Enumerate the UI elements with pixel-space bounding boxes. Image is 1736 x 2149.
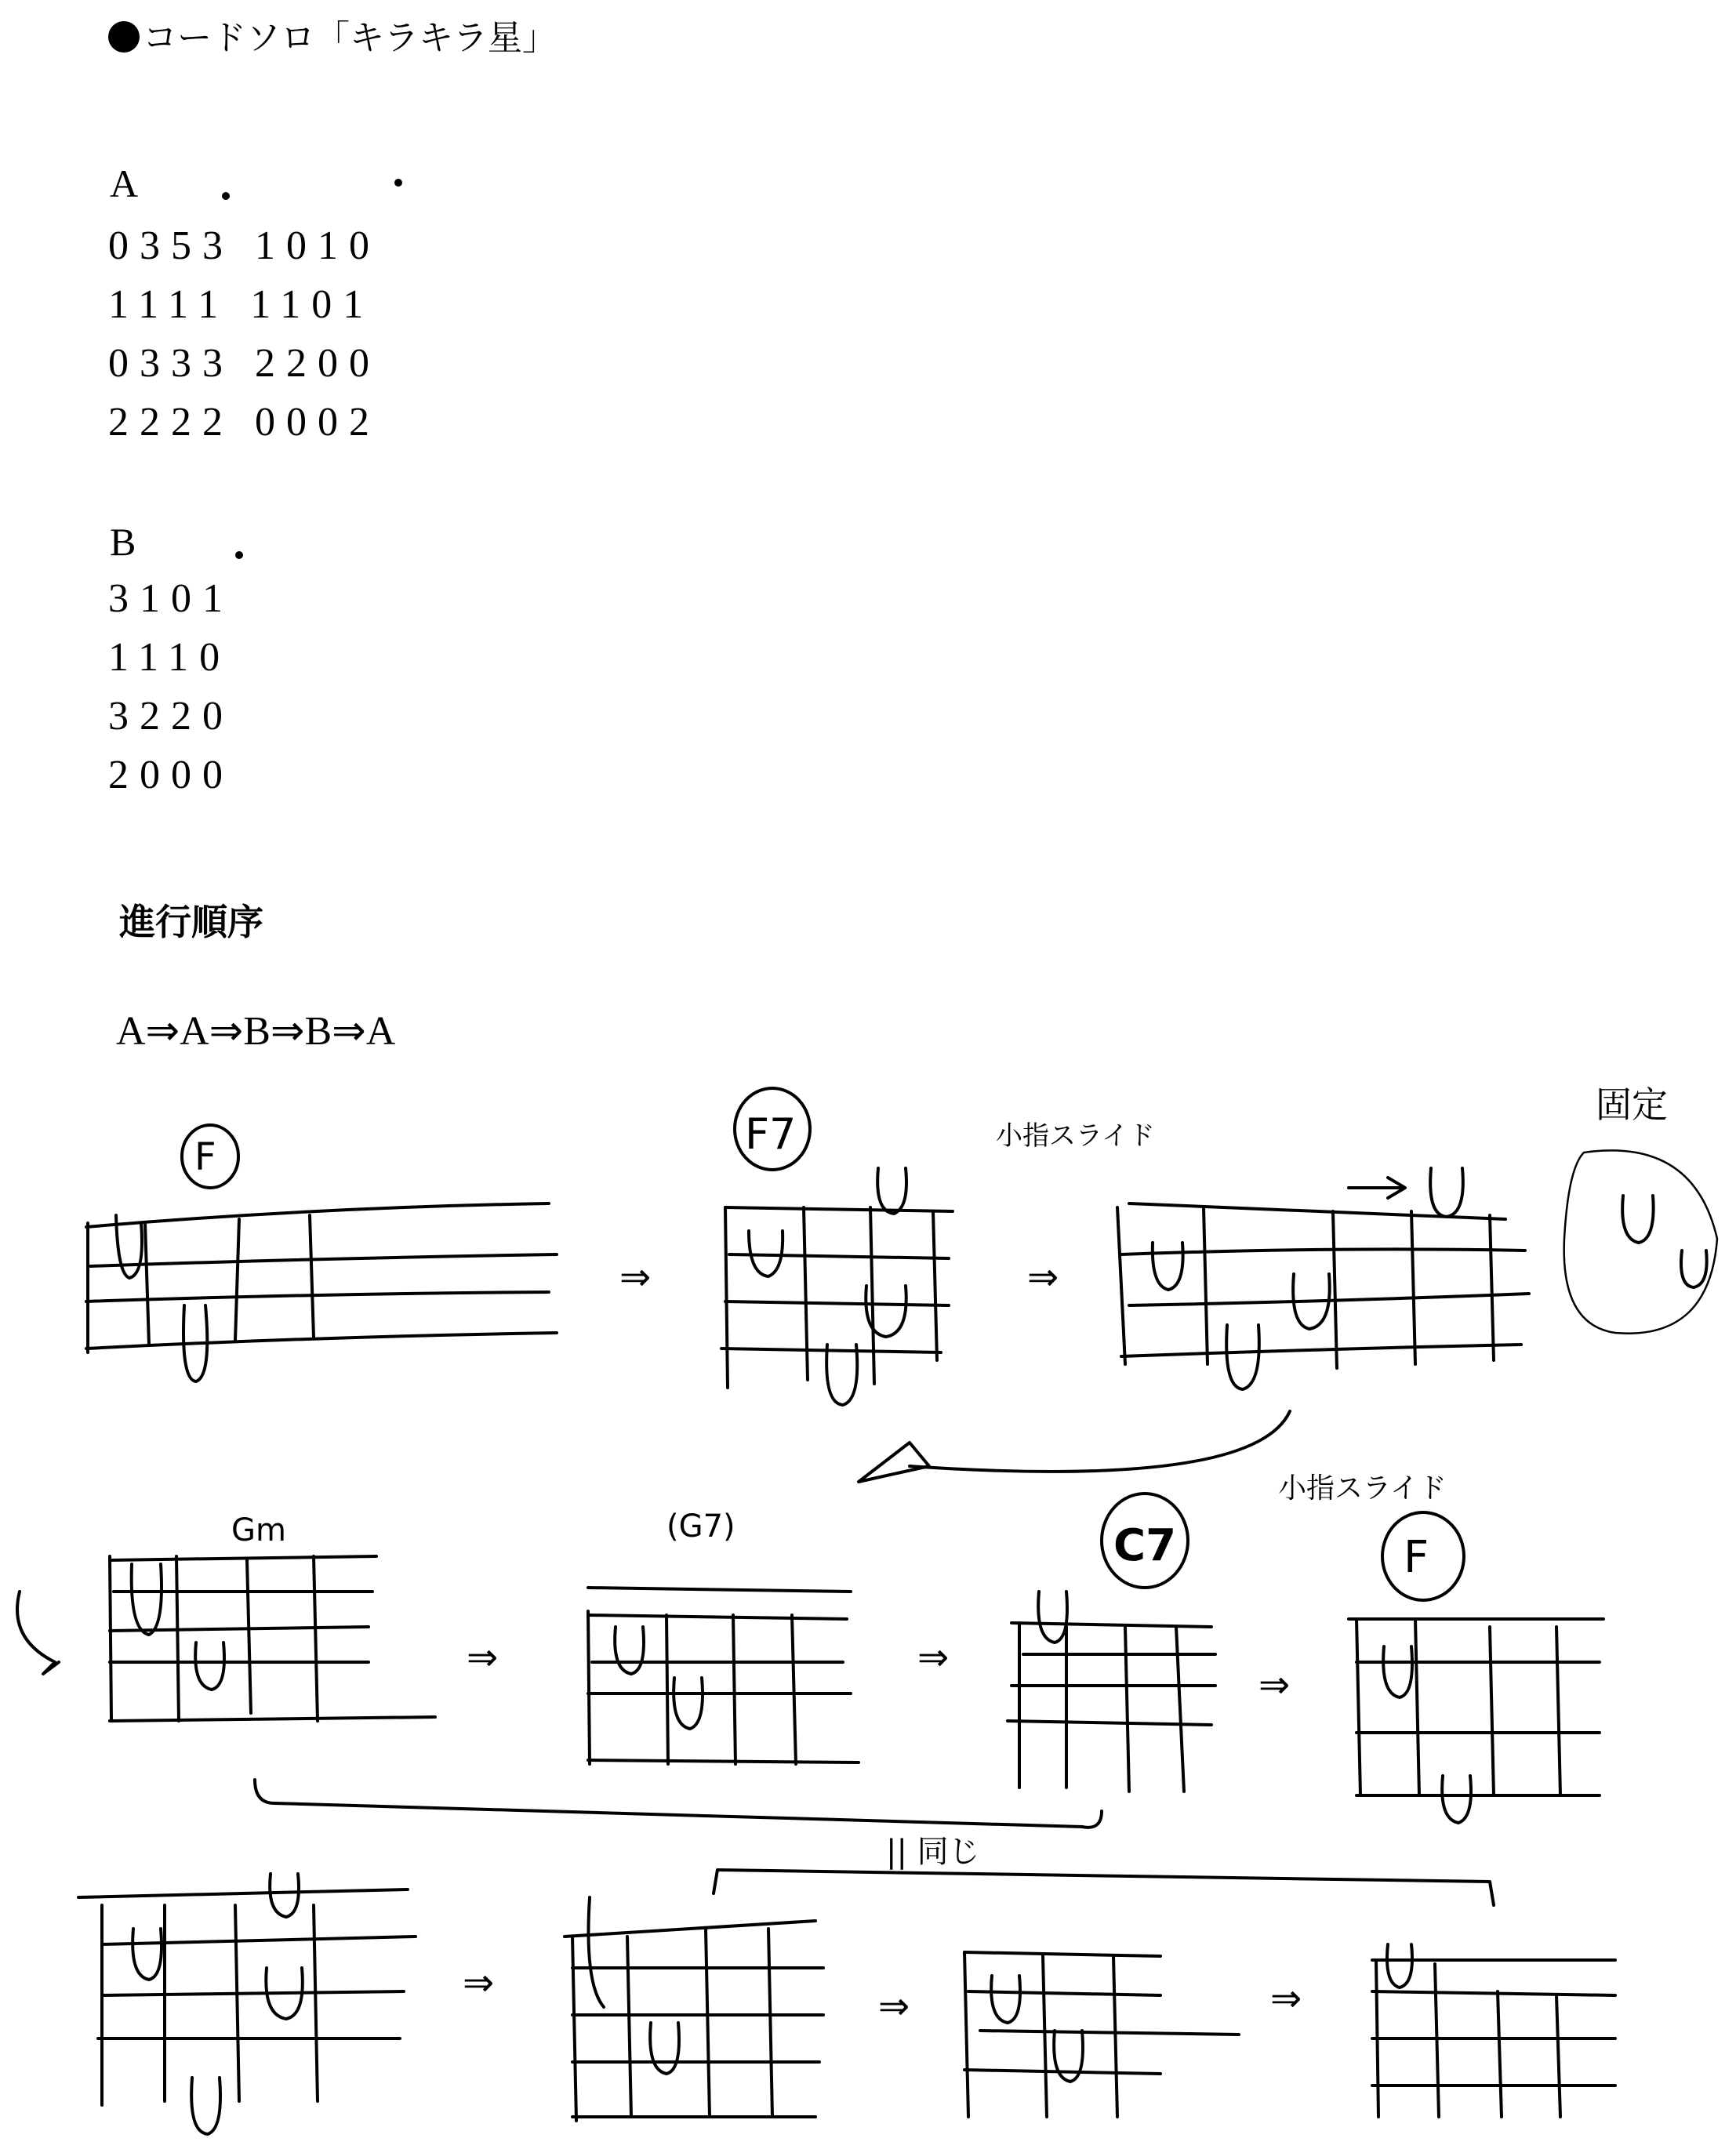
- curved-arrow: [910, 1411, 1290, 1472]
- title-text: コードソロ「キラキラ星」: [143, 18, 557, 58]
- chord-diagram-gm: [17, 1556, 435, 1721]
- chord-diagram-row3-1: [78, 1874, 416, 2134]
- chord-diagram-row3-3: [964, 1952, 1239, 2117]
- bracket-1: [255, 1780, 1102, 1828]
- section-b-label: B: [110, 520, 136, 564]
- bullet-icon: [108, 21, 140, 53]
- arrow-1: ⇒: [619, 1255, 652, 1299]
- chord-diagram-c7: [1008, 1592, 1215, 1791]
- chord-diagram-f: [86, 1125, 557, 1381]
- page-title: [108, 9, 557, 60]
- chord-diagram-f7-slide: [1117, 1168, 1529, 1389]
- chord-c7-label: C7: [1113, 1520, 1177, 1571]
- arrow-7: ⇒: [878, 1984, 910, 2028]
- chord-diagram-f7: [721, 1088, 953, 1405]
- same-label: || 同じ: [886, 1834, 980, 1870]
- chord-f7-label: F7: [745, 1109, 797, 1159]
- progression-order: A⇒A⇒B⇒B⇒A: [116, 1009, 396, 1054]
- section-b-row-4: 2000: [108, 753, 234, 797]
- section-a-row-2: 1111 1101: [108, 282, 375, 327]
- section-a-label: A: [110, 162, 139, 205]
- chord-diagram-g7: [588, 1588, 859, 1764]
- arrow-2: ⇒: [1027, 1255, 1059, 1299]
- arrow-5: ⇒: [1258, 1663, 1291, 1707]
- progression-heading: 進行順序: [119, 901, 263, 943]
- section-b-row-3: 3220: [108, 694, 234, 739]
- section-b-row-2: 1110: [108, 635, 231, 680]
- section-a-row-3: 0333 2200: [108, 341, 380, 386]
- section-a-row-1: 0353 1010: [108, 223, 380, 268]
- chord-gm-label: Gm: [231, 1512, 286, 1548]
- chord-g7-label: (G7): [666, 1508, 735, 1545]
- arrow-3: ⇒: [467, 1635, 499, 1679]
- fixed-label: 固定: [1596, 1084, 1668, 1126]
- section-a-row-4: 2222 0002: [108, 400, 380, 445]
- handwritten-chord-diagrams: [0, 1043, 1736, 2149]
- chord-diagram-f-second: [1349, 1619, 1603, 1823]
- arrow-6: ⇒: [463, 1961, 495, 2005]
- pinky-slide-label-2: 小指スライド: [1278, 1472, 1447, 1505]
- section-a-dot-1: [222, 192, 230, 200]
- chord-f-label: F: [194, 1135, 216, 1179]
- pinky-slide-label-1: 小指スライド: [996, 1120, 1155, 1152]
- section-b-row-1: 3101: [108, 576, 234, 621]
- bracket-2: [714, 1870, 1494, 1905]
- section-b-dot: [235, 551, 243, 559]
- arrow-4: ⇒: [917, 1635, 950, 1679]
- section-a-dot-2: [394, 179, 402, 187]
- chord-f2-label: F: [1404, 1532, 1429, 1583]
- chord-diagram-row3-2: [565, 1897, 823, 2121]
- arrow-8: ⇒: [1270, 1977, 1302, 2020]
- chord-diagram-row3-4: [1372, 1944, 1615, 2117]
- curved-arrow-head: [859, 1443, 929, 1482]
